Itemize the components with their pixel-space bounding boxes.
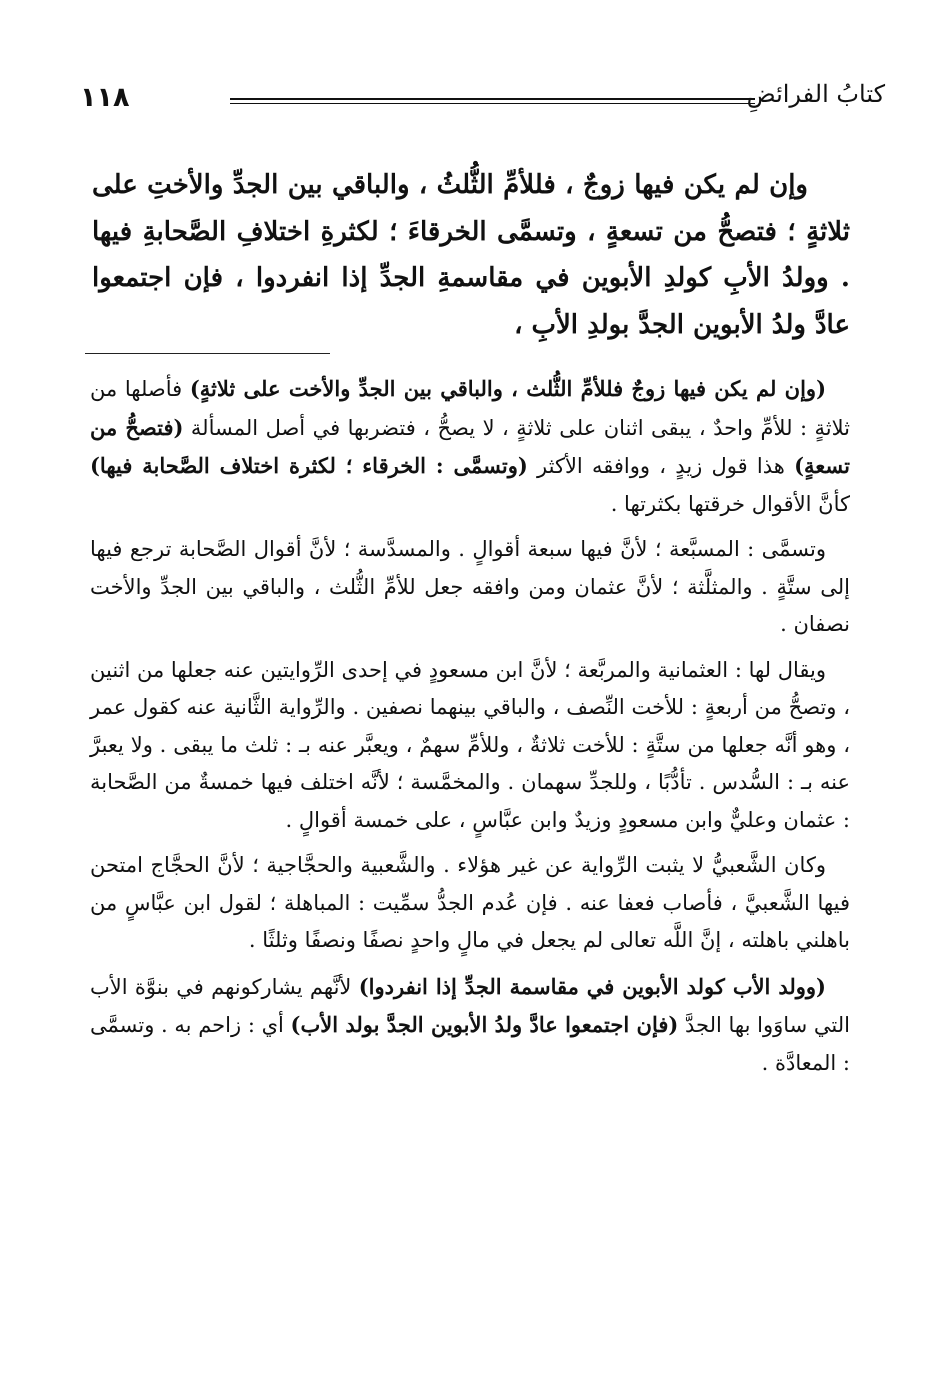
commentary-paragraph: [90, 531, 850, 644]
separator-rule: [85, 353, 330, 354]
main-text: [92, 162, 850, 348]
quoted-main-text: (فإن اجتمعوا عادَّ ولدُ الأبوين الجدَّ بولد الأب): [290, 1012, 679, 1037]
quoted-main-text: (وولد الأب كولد الأبوين في مقاسمة الجدِّ إذا انفردوا): [358, 973, 826, 999]
main-text-paragraph: وإن لم يكن فيها زوجٌ ، فللأمِّ الثُّلثُ ، والباقي بين الجدِّ والأختِ على ثلاثةٍ ؛ فتصحُّ من تسعةٍ ، وتسمَّى الخرقاءَ ؛ لكثرةِ اختلافِ الصَّحابةِ فيها . وولدُ الأبِ كولدِ الأبوين في مقاسمةِ الجدِّ إذا انفردوا ، فإن اجتمعوا عادَّ ولدُ الأبوين الجدَّ بولدِ الأبِ ،: [92, 170, 850, 340]
commentary-text: هذا قول زيدٍ ، ووافقه الأكثر: [527, 454, 795, 478]
commentary-paragraph: [90, 847, 850, 960]
page-number: ١١٨: [80, 82, 130, 113]
commentary-paragraph: [90, 370, 850, 523]
commentary-text: وكان الشَّعبيُّ لا يثبت الرِّواية عن غير هؤلاء . والشَّعبية والحجَّاجية ؛ لأنَّ الحجَّاج امتحن فيها الشَّعبيَّ ، فأصاب فعفا عنه . فإن عُدم الجدُّ سمِّيت : المباهلة ؛ لقول ابن عبَّاسٍ من باهلني باهلته ، إنَّ اللَّه تعالى لم يجعل في مالٍ واحدٍ نصفًا ونصفًا وثلثًا .: [90, 853, 850, 952]
commentary-text: وتسمَّى : المسبَّعة ؛ لأنَّ فيها سبعة أقوالٍ . والمسدَّسة ؛ لأنَّ أقوال الصَّحابة ترجع فيها إلى ستَّةٍ . والمثلَّثة ؛ لأنَّ عثمان ومن وافقه جعل للأمِّ الثُّلث ، والباقي بين الجدِّ والأخت نصفان .: [90, 537, 850, 636]
commentary-paragraph: [90, 968, 850, 1083]
commentary-paragraph: [90, 652, 850, 840]
commentary-text: لأنَّهم يشاركونهم في بنوَّة الأب التي ساوَوا بها الجدَّ: [90, 974, 850, 1037]
header-rule: [230, 98, 755, 100]
quoted-main-text: (وتسمَّى : الخرقاء ؛ لكثرة اختلاف الصَّحابة فيها): [90, 453, 528, 478]
quoted-main-text: (وإن لم يكن فيها زوجٌ فللأمِّ الثُّلث ، والباقي بين الجدِّ والأخت على ثلاثةٍ): [189, 376, 827, 401]
running-title: كتابُ الفرائضِ: [746, 80, 885, 108]
quoted-main-text: (فتصحُّ من تسعةٍ): [90, 414, 850, 478]
page-header: [80, 78, 885, 118]
commentary-text: أي : زاحم به . وتسمَّى : المعادَّة .: [90, 1013, 850, 1075]
commentary-text: كأنَّ الأقوال خرقتها بكثرتها .: [610, 491, 850, 516]
commentary-text: ويقال لها : العثمانية والمربَّعة ؛ لأنَّ ابن مسعودٍ في إحدى الرِّوايتين عنه جعلها من اثنين ، وتصحُّ من أربعةٍ : للأخت النِّصف ، والباقي بينهما نصفين . والرِّواية الثَّانية عنه كقول عمر ، وهو أنَّه جعلها من ستَّةٍ : للأخت ثلاثةٌ ، وللأمِّ سهمٌ ، ويعبَّر عنه بـ : ثلث ما يبقى . ولا يعبرَّ عنه بـ : السُّدس . تأدُّبًا ، وللجدِّ سهمان . والمخمَّسة ؛ لأنَّه اختلف فيها خمسةٌ من الصَّحابة : عثمان وعليٌّ وابن مسعودٍ وزيدٌ وابن عبَّاسٍ ، على خمسة أقوالٍ .: [90, 657, 850, 832]
commentary-text: فأصلها من ثلاثةٍ : للأمِّ واحدٌ ، يبقى اثنان على ثلاثةٍ ، لا يصحُّ ، فتضربها في أصل المسألة: [90, 377, 850, 440]
commentary: [90, 370, 850, 1090]
